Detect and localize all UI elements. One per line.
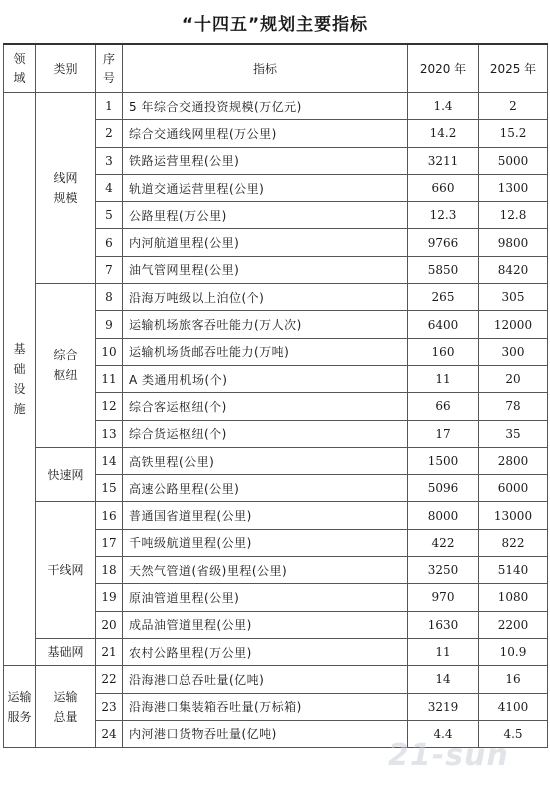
value-2020-cell: 8000 bbox=[408, 502, 479, 529]
indicator-cell: 运输机场货邮吞吐能力(万吨) bbox=[123, 338, 408, 365]
value-2020-cell: 5096 bbox=[408, 475, 479, 502]
indicator-cell: 铁路运营里程(公里) bbox=[123, 147, 408, 174]
value-2020-cell: 3219 bbox=[408, 693, 479, 720]
indicator-cell: 农村公路里程(万公里) bbox=[123, 638, 408, 665]
indicator-cell: 天然气管道(省级)里程(公里) bbox=[123, 557, 408, 584]
value-2025-cell: 2800 bbox=[479, 447, 548, 474]
header-2025: 2025 年 bbox=[479, 44, 548, 93]
indicator-cell: 5 年综合交通投资规模(万亿元) bbox=[123, 93, 408, 120]
seq-cell: 13 bbox=[96, 420, 123, 447]
value-2020-cell: 17 bbox=[408, 420, 479, 447]
value-2025-cell: 5140 bbox=[479, 557, 548, 584]
value-2025-cell: 1300 bbox=[479, 174, 548, 201]
indicator-cell: 内河航道里程(公里) bbox=[123, 229, 408, 256]
value-2020-cell: 3211 bbox=[408, 147, 479, 174]
value-2020-cell: 11 bbox=[408, 638, 479, 665]
value-2020-cell: 5850 bbox=[408, 256, 479, 283]
seq-cell: 3 bbox=[96, 147, 123, 174]
seq-cell: 4 bbox=[96, 174, 123, 201]
seq-cell: 17 bbox=[96, 529, 123, 556]
value-2025-cell: 78 bbox=[479, 393, 548, 420]
indicator-cell: 公路里程(万公里) bbox=[123, 202, 408, 229]
category-cell: 运输 总量 bbox=[36, 666, 96, 748]
indicator-cell: 油气管网里程(公里) bbox=[123, 256, 408, 283]
indicator-cell: 高速公路里程(公里) bbox=[123, 475, 408, 502]
seq-cell: 24 bbox=[96, 720, 123, 747]
table-row bbox=[4, 284, 548, 311]
value-2025-cell: 9800 bbox=[479, 229, 548, 256]
seq-cell: 18 bbox=[96, 557, 123, 584]
indicator-cell: 普通国省道里程(公里) bbox=[123, 502, 408, 529]
seq-cell: 1 bbox=[96, 93, 123, 120]
seq-cell: 11 bbox=[96, 365, 123, 392]
value-2025-cell: 300 bbox=[479, 338, 548, 365]
category-cell: 干线网 bbox=[36, 502, 96, 638]
value-2020-cell: 9766 bbox=[408, 229, 479, 256]
value-2020-cell: 422 bbox=[408, 529, 479, 556]
table-row bbox=[4, 638, 548, 665]
value-2020-cell: 4.4 bbox=[408, 720, 479, 747]
value-2025-cell: 13000 bbox=[479, 502, 548, 529]
domain-cell: 基 础 设 施 bbox=[4, 93, 36, 666]
indicators-table bbox=[3, 43, 548, 748]
value-2025-cell: 4100 bbox=[479, 693, 548, 720]
header-category: 类别 bbox=[36, 44, 96, 93]
seq-cell: 14 bbox=[96, 447, 123, 474]
seq-cell: 9 bbox=[96, 311, 123, 338]
value-2025-cell: 35 bbox=[479, 420, 548, 447]
value-2025-cell: 10.9 bbox=[479, 638, 548, 665]
category-cell: 基础网 bbox=[36, 638, 96, 665]
value-2020-cell: 6400 bbox=[408, 311, 479, 338]
table-row bbox=[4, 93, 548, 120]
indicator-cell: 综合货运枢纽(个) bbox=[123, 420, 408, 447]
indicator-cell: 成品油管道里程(公里) bbox=[123, 611, 408, 638]
indicator-cell: 沿海港口集装箱吞吐量(万标箱) bbox=[123, 693, 408, 720]
value-2020-cell: 14.2 bbox=[408, 120, 479, 147]
seq-cell: 20 bbox=[96, 611, 123, 638]
seq-cell: 2 bbox=[96, 120, 123, 147]
indicator-cell: 沿海港口总吞吐量(亿吨) bbox=[123, 666, 408, 693]
indicator-cell: 运输机场旅客吞吐能力(万人次) bbox=[123, 311, 408, 338]
value-2025-cell: 20 bbox=[479, 365, 548, 392]
value-2025-cell: 2200 bbox=[479, 611, 548, 638]
value-2025-cell: 1080 bbox=[479, 584, 548, 611]
value-2025-cell: 822 bbox=[479, 529, 548, 556]
header-indicator: 指标 bbox=[123, 44, 408, 93]
indicator-cell: 综合交通线网里程(万公里) bbox=[123, 120, 408, 147]
seq-cell: 7 bbox=[96, 256, 123, 283]
indicator-cell: A 类通用机场(个) bbox=[123, 365, 408, 392]
value-2020-cell: 12.3 bbox=[408, 202, 479, 229]
value-2020-cell: 1500 bbox=[408, 447, 479, 474]
value-2025-cell: 8420 bbox=[479, 256, 548, 283]
indicator-cell: 千吨级航道里程(公里) bbox=[123, 529, 408, 556]
seq-cell: 21 bbox=[96, 638, 123, 665]
indicator-cell: 轨道交通运营里程(公里) bbox=[123, 174, 408, 201]
indicator-cell: 沿海万吨级以上泊位(个) bbox=[123, 284, 408, 311]
seq-cell: 19 bbox=[96, 584, 123, 611]
seq-cell: 12 bbox=[96, 393, 123, 420]
value-2020-cell: 1630 bbox=[408, 611, 479, 638]
value-2020-cell: 1.4 bbox=[408, 93, 479, 120]
page-title: “十四五”规划主要指标 bbox=[181, 15, 369, 35]
value-2025-cell: 5000 bbox=[479, 147, 548, 174]
value-2025-cell: 15.2 bbox=[479, 120, 548, 147]
value-2020-cell: 66 bbox=[408, 393, 479, 420]
category-cell: 快速网 bbox=[36, 447, 96, 502]
value-2025-cell: 305 bbox=[479, 284, 548, 311]
domain-cell: 运输 服务 bbox=[4, 666, 36, 748]
value-2025-cell: 2 bbox=[479, 93, 548, 120]
seq-cell: 10 bbox=[96, 338, 123, 365]
seq-cell: 16 bbox=[96, 502, 123, 529]
seq-cell: 15 bbox=[96, 475, 123, 502]
value-2020-cell: 14 bbox=[408, 666, 479, 693]
indicator-cell: 高铁里程(公里) bbox=[123, 447, 408, 474]
watermark-logo: 21-sun bbox=[388, 738, 509, 773]
category-cell: 线网 规模 bbox=[36, 93, 96, 284]
value-2020-cell: 265 bbox=[408, 284, 479, 311]
value-2020-cell: 970 bbox=[408, 584, 479, 611]
header-2020: 2020 年 bbox=[408, 44, 479, 93]
table-row bbox=[4, 447, 548, 474]
seq-cell: 8 bbox=[96, 284, 123, 311]
seq-cell: 6 bbox=[96, 229, 123, 256]
value-2025-cell: 12.8 bbox=[479, 202, 548, 229]
header-domain: 领 域 bbox=[4, 44, 36, 93]
category-cell: 综合 枢纽 bbox=[36, 284, 96, 448]
value-2025-cell: 12000 bbox=[479, 311, 548, 338]
header-row bbox=[4, 44, 548, 93]
table-row bbox=[4, 502, 548, 529]
table-row bbox=[4, 666, 548, 693]
indicator-cell: 原油管道里程(公里) bbox=[123, 584, 408, 611]
value-2020-cell: 3250 bbox=[408, 557, 479, 584]
value-2020-cell: 660 bbox=[408, 174, 479, 201]
value-2025-cell: 4.5 bbox=[479, 720, 548, 747]
value-2025-cell: 6000 bbox=[479, 475, 548, 502]
value-2025-cell: 16 bbox=[479, 666, 548, 693]
seq-cell: 22 bbox=[96, 666, 123, 693]
seq-cell: 23 bbox=[96, 693, 123, 720]
indicator-cell: 综合客运枢纽(个) bbox=[123, 393, 408, 420]
value-2020-cell: 11 bbox=[408, 365, 479, 392]
indicator-cell: 内河港口货物吞吐量(亿吨) bbox=[123, 720, 408, 747]
header-seq: 序 号 bbox=[96, 44, 123, 93]
seq-cell: 5 bbox=[96, 202, 123, 229]
value-2020-cell: 160 bbox=[408, 338, 479, 365]
